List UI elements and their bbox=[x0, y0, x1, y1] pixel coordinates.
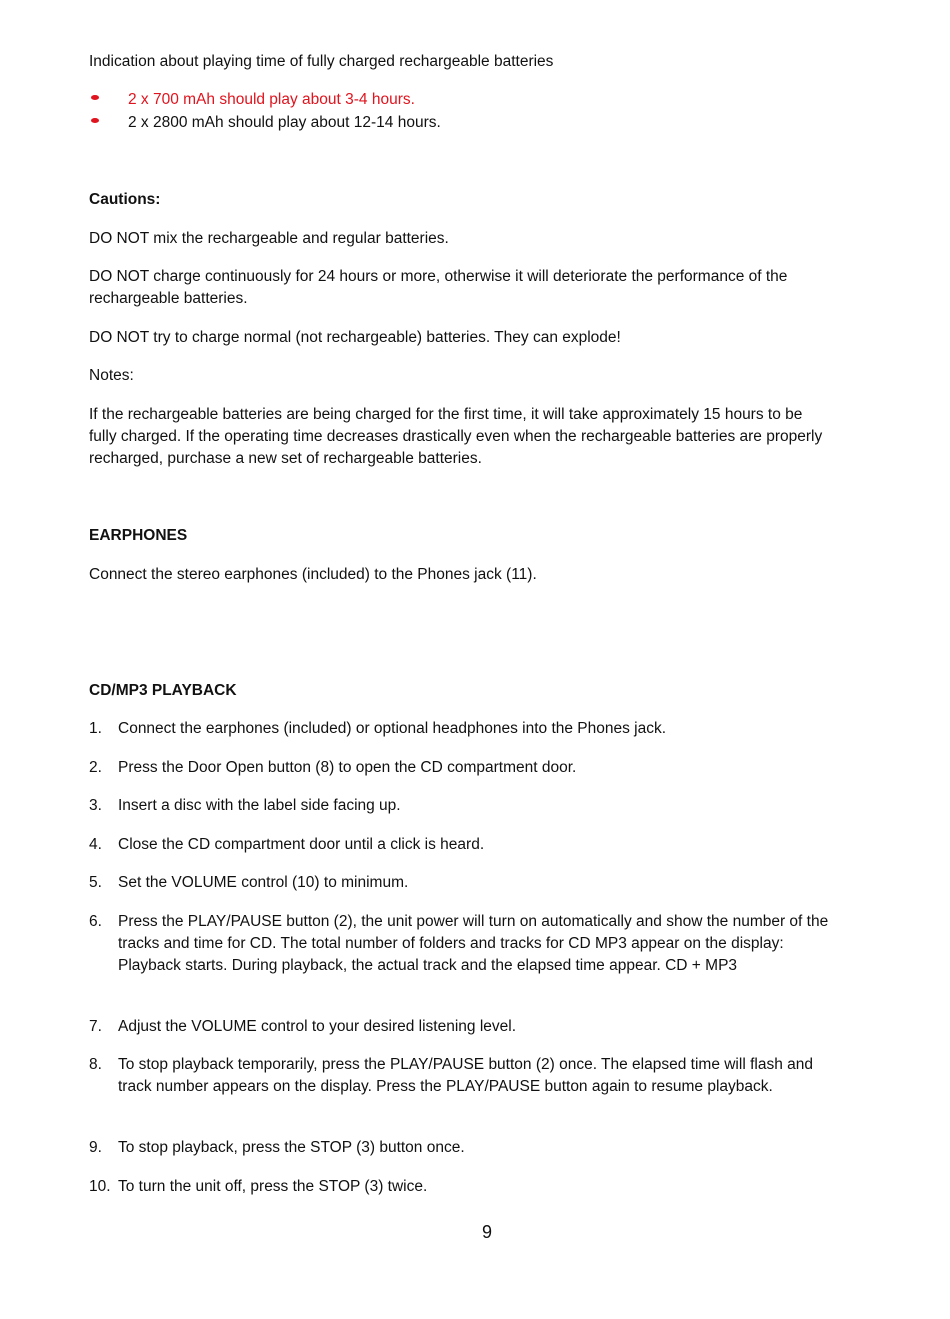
bullet-text-2: 2 x 2800 mAh should play about 12-14 hours. bbox=[128, 114, 441, 131]
playback-heading: CD/MP3 PLAYBACK bbox=[89, 682, 237, 699]
step-text: To turn the unit off, press the STOP (3) twice. bbox=[118, 1178, 428, 1195]
bullet-item-1 bbox=[89, 89, 834, 111]
step-number: 8. bbox=[89, 1056, 102, 1073]
intro-text: Indication about playing time of fully charged rechargeable batteries bbox=[89, 53, 554, 70]
step-number: 7. bbox=[89, 1018, 102, 1035]
step-text: Close the CD compartment door until a click is heard. bbox=[118, 836, 485, 853]
step-number: 5. bbox=[89, 874, 102, 891]
step-number: 9. bbox=[89, 1139, 102, 1156]
step-text: To stop playback temporarily, press the PLAY/PAUSE button (2) once. The elapsed time will flash and track number appears on the display. Press the PLAY/PAUSE button again to resume playback. bbox=[118, 1056, 813, 1095]
bullet-item-2 bbox=[89, 112, 834, 134]
caution-item-1: DO NOT mix the rechargeable and regular batteries. bbox=[89, 230, 449, 247]
bullet-icon bbox=[91, 118, 99, 123]
bullet-icon bbox=[91, 95, 99, 100]
step-number: 10. bbox=[89, 1178, 111, 1195]
step-text: Set the VOLUME control (10) to minimum. bbox=[118, 874, 409, 891]
step-text: Press the PLAY/PAUSE button (2), the unit power will turn on automatically and show the number of the tracks and time for CD. The total number of folders and tracks for CD MP3 appear on the display: Playback starts. During playback, the actual track and the elapsed time appear. CD + MP3 bbox=[118, 913, 829, 974]
caution-item-3: DO NOT try to charge normal (not rechargeable) batteries. They can explode! bbox=[89, 329, 621, 346]
step-number: 4. bbox=[89, 836, 102, 853]
step-text: Press the Door Open button (8) to open the CD compartment door. bbox=[118, 759, 577, 776]
bullet-text-1: 2 x 700 mAh should play about 3-4 hours. bbox=[128, 91, 415, 108]
notes-text: If the rechargeable batteries are being charged for the first time, it will take approximately 15 hours to be fully charged. If the operating time decreases drastically even when the rechargeable batteries are properly recharged, purchase a new set of rechargeable batteries. bbox=[89, 406, 823, 467]
step-text: Insert a disc with the label side facing up. bbox=[118, 797, 401, 814]
earphones-heading: EARPHONES bbox=[89, 527, 188, 544]
caution-item-2: DO NOT charge continuously for 24 hours or more, otherwise it will deteriorate the performance of the rechargeable batteries. bbox=[89, 268, 788, 307]
earphones-text: Connect the stereo earphones (included) to the Phones jack (11). bbox=[89, 566, 537, 583]
step-number: 2. bbox=[89, 759, 102, 776]
step-number: 3. bbox=[89, 797, 102, 814]
step-text: Adjust the VOLUME control to your desired listening level. bbox=[118, 1018, 517, 1035]
step-number: 6. bbox=[89, 913, 102, 930]
step-text: Connect the earphones (included) or optional headphones into the Phones jack. bbox=[118, 720, 667, 737]
page-number: 9 bbox=[481, 1222, 492, 1242]
cautions-heading: Cautions: bbox=[89, 191, 161, 208]
step-text: To stop playback, press the STOP (3) button once. bbox=[118, 1139, 465, 1156]
notes-heading: Notes: bbox=[89, 367, 134, 384]
step-number: 1. bbox=[89, 720, 102, 737]
